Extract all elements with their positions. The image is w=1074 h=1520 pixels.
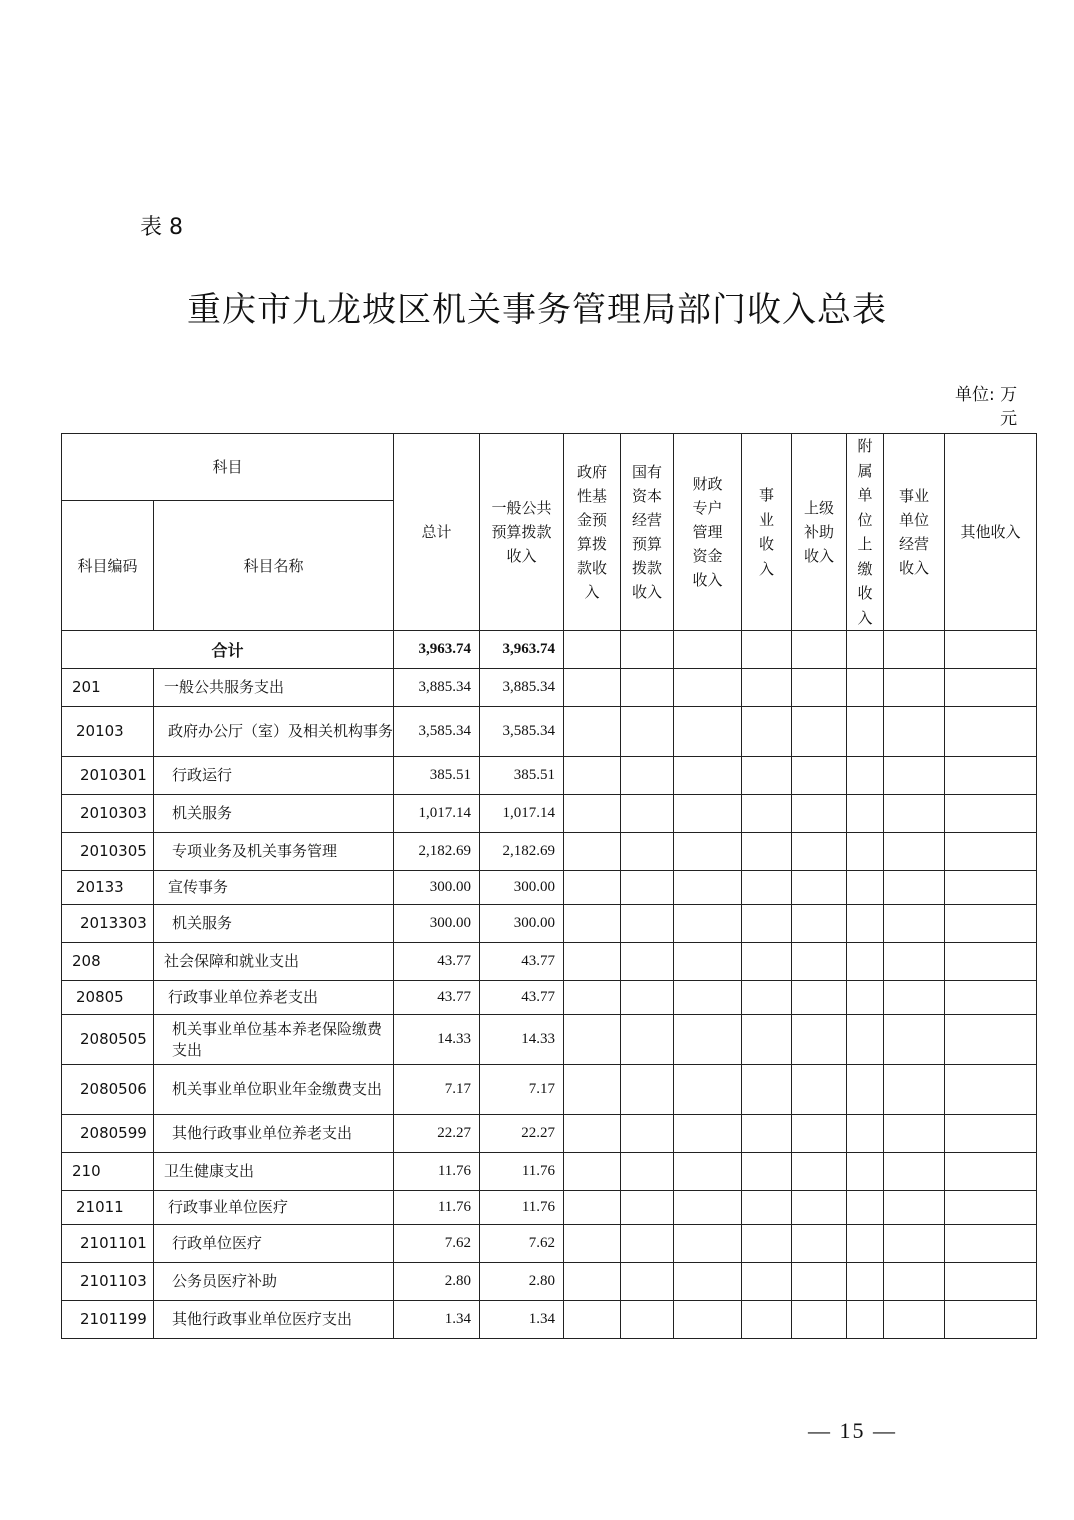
row-total: 11.76 bbox=[394, 1191, 480, 1225]
table-row bbox=[62, 1225, 1037, 1263]
row-code: 20103 bbox=[62, 707, 154, 757]
row-total: 1,017.14 bbox=[394, 795, 480, 833]
empty-cell bbox=[621, 757, 674, 795]
empty-cell bbox=[674, 757, 742, 795]
row-code: 2101199 bbox=[62, 1301, 154, 1339]
empty-cell bbox=[847, 905, 884, 943]
empty-cell bbox=[792, 943, 847, 981]
row-name: 机关事业单位职业年金缴费支出 bbox=[154, 1065, 394, 1115]
empty-cell bbox=[884, 1191, 945, 1225]
empty-cell bbox=[621, 707, 674, 757]
empty-cell bbox=[621, 795, 674, 833]
row-name: 机关服务 bbox=[154, 905, 394, 943]
empty-cell bbox=[742, 1301, 792, 1339]
empty-cell bbox=[742, 757, 792, 795]
row-name: 一般公共服务支出 bbox=[154, 669, 394, 707]
table-row bbox=[62, 981, 1037, 1015]
empty-cell bbox=[742, 1225, 792, 1263]
row-general-budget: 2,182.69 bbox=[480, 833, 564, 871]
empty-cell bbox=[564, 943, 621, 981]
empty-cell bbox=[742, 1015, 792, 1065]
row-code: 2101103 bbox=[62, 1263, 154, 1301]
row-name: 专项业务及机关事务管理 bbox=[154, 833, 394, 871]
empty-cell bbox=[621, 943, 674, 981]
empty-cell bbox=[884, 1115, 945, 1153]
empty-cell bbox=[674, 1301, 742, 1339]
empty-cell bbox=[945, 757, 1037, 795]
empty-cell bbox=[564, 981, 621, 1015]
header-fiscal-special: 财政专户管理资金收入 bbox=[674, 434, 742, 631]
empty-cell bbox=[884, 1153, 945, 1191]
empty-cell bbox=[742, 1153, 792, 1191]
row-total: 3,885.34 bbox=[394, 669, 480, 707]
row-general-budget: 300.00 bbox=[480, 905, 564, 943]
empty-cell bbox=[564, 1301, 621, 1339]
row-name: 政府办公厅（室）及相关机构事务 bbox=[154, 707, 394, 757]
empty-cell bbox=[945, 669, 1037, 707]
empty-cell bbox=[884, 833, 945, 871]
row-name: 其他行政事业单位医疗支出 bbox=[154, 1301, 394, 1339]
row-total: 7.62 bbox=[394, 1225, 480, 1263]
row-general-budget: 1,017.14 bbox=[480, 795, 564, 833]
empty-cell bbox=[742, 981, 792, 1015]
header-subject: 科目 bbox=[62, 434, 394, 501]
empty-cell bbox=[674, 1015, 742, 1065]
empty-cell bbox=[674, 833, 742, 871]
row-general-budget: 385.51 bbox=[480, 757, 564, 795]
row-name: 行政事业单位医疗 bbox=[154, 1191, 394, 1225]
empty-cell bbox=[847, 757, 884, 795]
row-name: 社会保障和就业支出 bbox=[154, 943, 394, 981]
row-code: 2080506 bbox=[62, 1065, 154, 1115]
row-total: 3,585.34 bbox=[394, 707, 480, 757]
table-row bbox=[62, 1191, 1037, 1225]
empty-cell bbox=[564, 669, 621, 707]
empty-cell bbox=[792, 1263, 847, 1301]
empty-cell bbox=[564, 905, 621, 943]
empty-cell bbox=[847, 1153, 884, 1191]
row-name: 其他行政事业单位养老支出 bbox=[154, 1115, 394, 1153]
row-general-budget: 2.80 bbox=[480, 1263, 564, 1301]
row-general-budget: 43.77 bbox=[480, 981, 564, 1015]
empty-cell bbox=[674, 1065, 742, 1115]
empty-cell bbox=[742, 1263, 792, 1301]
empty-cell bbox=[564, 1153, 621, 1191]
empty-cell bbox=[945, 981, 1037, 1015]
row-code: 210 bbox=[62, 1153, 154, 1191]
empty-cell bbox=[564, 757, 621, 795]
table-row bbox=[62, 1263, 1037, 1301]
header-general-budget: 一般公共预算拨款收入 bbox=[480, 434, 564, 631]
empty-cell bbox=[564, 1263, 621, 1301]
header-state-capital: 国有资本经营预算拨款收入 bbox=[621, 434, 674, 631]
empty-cell bbox=[884, 1301, 945, 1339]
row-code: 2101101 bbox=[62, 1225, 154, 1263]
table-number: 表 8 bbox=[140, 215, 183, 240]
row-code: 2010301 bbox=[62, 757, 154, 795]
empty-cell bbox=[674, 1191, 742, 1225]
empty-cell bbox=[945, 1191, 1037, 1225]
income-summary-table bbox=[61, 433, 1037, 1339]
table-row bbox=[62, 1301, 1037, 1339]
empty-cell bbox=[621, 1301, 674, 1339]
empty-cell bbox=[621, 833, 674, 871]
empty-cell bbox=[945, 1015, 1037, 1065]
row-name: 宣传事务 bbox=[154, 871, 394, 905]
row-general-budget: 3,585.34 bbox=[480, 707, 564, 757]
row-code: 2010305 bbox=[62, 833, 154, 871]
empty-cell bbox=[674, 707, 742, 757]
empty-cell bbox=[674, 1115, 742, 1153]
row-code: 201 bbox=[62, 669, 154, 707]
empty-cell bbox=[884, 1225, 945, 1263]
empty-cell bbox=[884, 795, 945, 833]
row-name: 卫生健康支出 bbox=[154, 1153, 394, 1191]
empty-cell bbox=[742, 905, 792, 943]
empty-cell bbox=[792, 1225, 847, 1263]
empty-cell bbox=[792, 833, 847, 871]
table-row bbox=[62, 1065, 1037, 1115]
empty-cell bbox=[884, 1065, 945, 1115]
empty-cell bbox=[847, 1225, 884, 1263]
empty-cell bbox=[621, 1263, 674, 1301]
empty-cell bbox=[945, 905, 1037, 943]
empty-cell bbox=[674, 871, 742, 905]
empty-cell bbox=[742, 1115, 792, 1153]
empty-cell bbox=[564, 1225, 621, 1263]
empty-cell bbox=[792, 1191, 847, 1225]
empty-cell bbox=[884, 1263, 945, 1301]
empty-cell bbox=[621, 669, 674, 707]
row-name: 机关事业单位基本养老保险缴费支出 bbox=[154, 1015, 394, 1065]
empty-cell bbox=[621, 871, 674, 905]
row-general-budget: 300.00 bbox=[480, 871, 564, 905]
table-row bbox=[62, 871, 1037, 905]
header-name: 科目名称 bbox=[154, 501, 394, 631]
empty-cell bbox=[621, 1153, 674, 1191]
empty-cell bbox=[884, 1015, 945, 1065]
empty-cell bbox=[884, 943, 945, 981]
empty-cell bbox=[945, 833, 1037, 871]
table-row bbox=[62, 707, 1037, 757]
empty-cell bbox=[742, 1191, 792, 1225]
page-title: 重庆市九龙坡区机关事务管理局部门收入总表 bbox=[187, 290, 887, 330]
row-general-budget: 14.33 bbox=[480, 1015, 564, 1065]
header-business-income: 事业收入 bbox=[742, 434, 792, 631]
empty-cell bbox=[945, 1263, 1037, 1301]
row-name: 公务员医疗补助 bbox=[154, 1263, 394, 1301]
row-code: 21011 bbox=[62, 1191, 154, 1225]
unit-value: 万元 bbox=[1000, 385, 1018, 429]
empty-cell bbox=[847, 943, 884, 981]
empty-cell bbox=[945, 707, 1037, 757]
row-general-budget: 7.17 bbox=[480, 1065, 564, 1115]
empty-cell bbox=[792, 707, 847, 757]
row-total: 43.77 bbox=[394, 943, 480, 981]
total-row bbox=[62, 631, 1037, 669]
empty-cell bbox=[945, 795, 1037, 833]
empty-cell bbox=[674, 981, 742, 1015]
empty-cell bbox=[884, 905, 945, 943]
empty-cell bbox=[564, 1191, 621, 1225]
header-code: 科目编码 bbox=[62, 501, 154, 631]
table-row bbox=[62, 1015, 1037, 1065]
empty-cell bbox=[621, 1065, 674, 1115]
empty-cell bbox=[945, 1115, 1037, 1153]
empty-cell bbox=[884, 669, 945, 707]
empty-cell bbox=[564, 871, 621, 905]
empty-cell bbox=[792, 1065, 847, 1115]
empty-cell bbox=[742, 707, 792, 757]
empty-cell bbox=[674, 905, 742, 943]
row-total: 7.17 bbox=[394, 1065, 480, 1115]
row-total: 300.00 bbox=[394, 871, 480, 905]
table-row bbox=[62, 905, 1037, 943]
header-other-income: 其他收入 bbox=[945, 434, 1037, 631]
row-total: 11.76 bbox=[394, 1153, 480, 1191]
empty-cell bbox=[792, 981, 847, 1015]
row-code: 20805 bbox=[62, 981, 154, 1015]
header-superior-subsidy: 上级补助收入 bbox=[792, 434, 847, 631]
empty-cell bbox=[742, 1065, 792, 1115]
empty-cell bbox=[792, 757, 847, 795]
empty-cell bbox=[742, 833, 792, 871]
row-total: 300.00 bbox=[394, 905, 480, 943]
empty-cell bbox=[847, 1301, 884, 1339]
empty-cell bbox=[792, 1153, 847, 1191]
empty-cell bbox=[674, 1153, 742, 1191]
header-total: 总计 bbox=[394, 434, 480, 631]
empty-cell bbox=[792, 1015, 847, 1065]
empty-cell bbox=[945, 943, 1037, 981]
total-general-amount: 3,963.74 bbox=[480, 631, 564, 669]
empty-cell bbox=[847, 669, 884, 707]
empty-cell bbox=[621, 1115, 674, 1153]
row-general-budget: 7.62 bbox=[480, 1225, 564, 1263]
empty-cell bbox=[884, 871, 945, 905]
table-row bbox=[62, 1115, 1037, 1153]
table-body bbox=[62, 631, 1037, 1339]
empty-cell bbox=[847, 1263, 884, 1301]
empty-cell bbox=[847, 833, 884, 871]
empty-cell bbox=[564, 795, 621, 833]
empty-cell bbox=[884, 707, 945, 757]
empty-cell bbox=[945, 1225, 1037, 1263]
empty-cell bbox=[742, 669, 792, 707]
empty-cell bbox=[564, 1115, 621, 1153]
empty-cell bbox=[742, 871, 792, 905]
row-total: 2.80 bbox=[394, 1263, 480, 1301]
row-code: 2080599 bbox=[62, 1115, 154, 1153]
row-total: 385.51 bbox=[394, 757, 480, 795]
empty-cell bbox=[884, 981, 945, 1015]
empty-cell bbox=[621, 1191, 674, 1225]
row-code: 2010303 bbox=[62, 795, 154, 833]
empty-cell bbox=[945, 871, 1037, 905]
row-total: 14.33 bbox=[394, 1015, 480, 1065]
empty-cell bbox=[674, 1225, 742, 1263]
empty-cell bbox=[792, 871, 847, 905]
empty-cell bbox=[742, 795, 792, 833]
row-general-budget: 1.34 bbox=[480, 1301, 564, 1339]
empty-cell bbox=[847, 1115, 884, 1153]
row-total: 43.77 bbox=[394, 981, 480, 1015]
row-total: 1.34 bbox=[394, 1301, 480, 1339]
empty-cell bbox=[847, 981, 884, 1015]
total-amount: 3,963.74 bbox=[394, 631, 480, 669]
empty-cell bbox=[742, 943, 792, 981]
row-total: 2,182.69 bbox=[394, 833, 480, 871]
row-general-budget: 11.76 bbox=[480, 1153, 564, 1191]
empty-cell bbox=[792, 1301, 847, 1339]
empty-cell bbox=[847, 795, 884, 833]
table-row bbox=[62, 833, 1037, 871]
row-name: 行政运行 bbox=[154, 757, 394, 795]
row-code: 2013303 bbox=[62, 905, 154, 943]
table-row bbox=[62, 669, 1037, 707]
header-business-operation: 事业单位经营收入 bbox=[884, 434, 945, 631]
row-name: 行政单位医疗 bbox=[154, 1225, 394, 1263]
page-number: — 15 — bbox=[808, 1418, 897, 1443]
empty-cell bbox=[564, 707, 621, 757]
row-code: 2080505 bbox=[62, 1015, 154, 1065]
total-label: 合计 bbox=[62, 631, 394, 669]
empty-cell bbox=[564, 833, 621, 871]
empty-cell bbox=[621, 981, 674, 1015]
empty-cell bbox=[621, 905, 674, 943]
table-row bbox=[62, 757, 1037, 795]
table-row bbox=[62, 943, 1037, 981]
empty-cell bbox=[945, 1065, 1037, 1115]
row-general-budget: 43.77 bbox=[480, 943, 564, 981]
empty-cell bbox=[792, 669, 847, 707]
empty-cell bbox=[674, 669, 742, 707]
row-general-budget: 3,885.34 bbox=[480, 669, 564, 707]
empty-cell bbox=[564, 1015, 621, 1065]
empty-cell bbox=[621, 1225, 674, 1263]
row-code: 208 bbox=[62, 943, 154, 981]
table-row bbox=[62, 795, 1037, 833]
header-affiliated-payment: 附属单位上缴收入 bbox=[847, 434, 884, 631]
empty-cell bbox=[674, 943, 742, 981]
unit-label-text: 单位: bbox=[955, 385, 995, 405]
empty-cell bbox=[847, 707, 884, 757]
empty-cell bbox=[945, 1153, 1037, 1191]
empty-cell bbox=[674, 1263, 742, 1301]
empty-cell bbox=[847, 1015, 884, 1065]
row-name: 行政事业单位养老支出 bbox=[154, 981, 394, 1015]
row-total: 22.27 bbox=[394, 1115, 480, 1153]
row-name: 机关服务 bbox=[154, 795, 394, 833]
empty-cell bbox=[792, 795, 847, 833]
empty-cell bbox=[847, 1191, 884, 1225]
row-code: 20133 bbox=[62, 871, 154, 905]
empty-cell bbox=[847, 1065, 884, 1115]
empty-cell bbox=[792, 1115, 847, 1153]
row-general-budget: 11.76 bbox=[480, 1191, 564, 1225]
empty-cell bbox=[945, 1301, 1037, 1339]
empty-cell bbox=[792, 905, 847, 943]
empty-cell bbox=[564, 1065, 621, 1115]
table-row bbox=[62, 1153, 1037, 1191]
empty-cell bbox=[621, 1015, 674, 1065]
empty-cell bbox=[884, 757, 945, 795]
header-gov-fund: 政府性基金预算拨款收入 bbox=[564, 434, 621, 631]
row-general-budget: 22.27 bbox=[480, 1115, 564, 1153]
empty-cell bbox=[847, 871, 884, 905]
unit-label bbox=[955, 383, 1022, 431]
empty-cell bbox=[674, 795, 742, 833]
